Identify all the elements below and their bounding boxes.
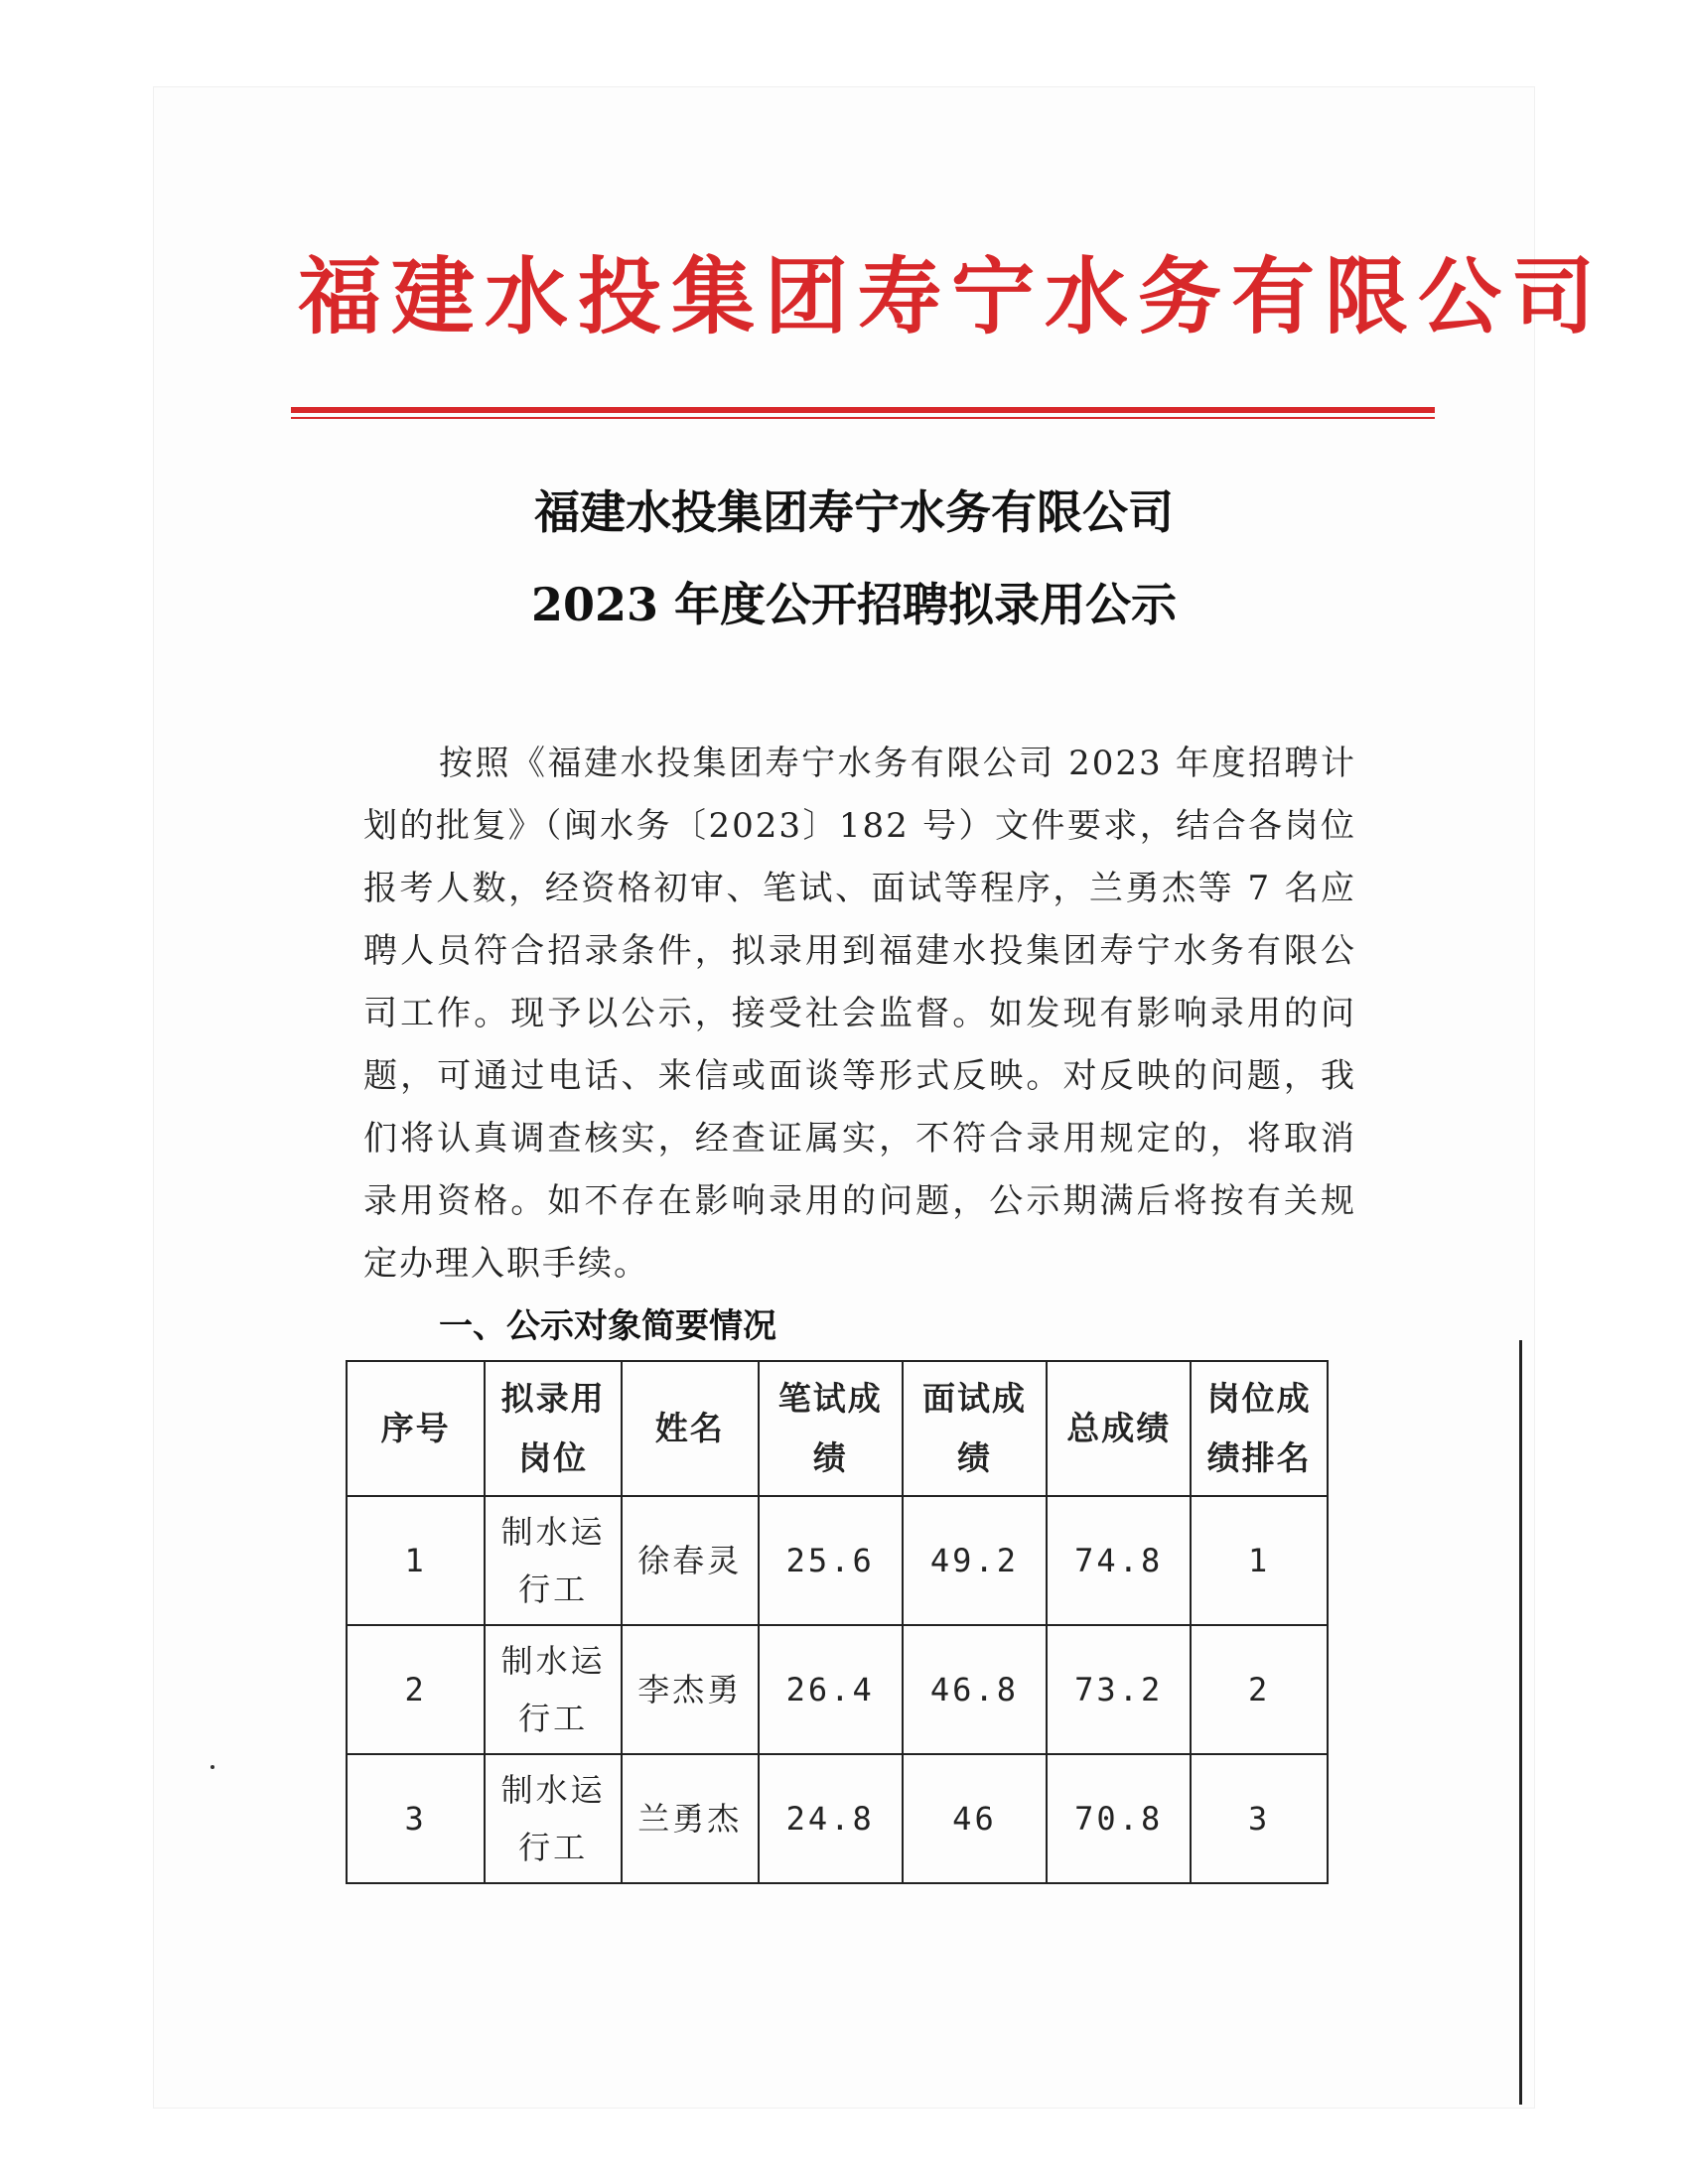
document-title-line-1: 福建水投集团寿宁水务有限公司	[534, 485, 1174, 539]
header-total-score: 总成绩	[1047, 1361, 1191, 1496]
page-edge-shadow	[1519, 1340, 1522, 2105]
cell-written-score: 25.6	[759, 1496, 903, 1625]
cell-index: 2	[347, 1625, 485, 1754]
cell-total-score: 70.8	[1047, 1754, 1191, 1883]
cell-name: 兰勇杰	[622, 1754, 759, 1883]
cell-interview-score: 46.8	[903, 1625, 1047, 1754]
cell-rank: 1	[1191, 1496, 1328, 1625]
cell-position: 制水运行工	[485, 1754, 622, 1883]
section-heading: 一、公示对象简要情况	[439, 1306, 776, 1346]
header-written-score: 笔试成绩	[759, 1361, 903, 1496]
cell-total-score: 73.2	[1047, 1625, 1191, 1754]
table-row	[347, 1496, 1328, 1625]
header-name: 姓名	[622, 1361, 759, 1496]
header-rank: 岗位成绩排名	[1191, 1361, 1328, 1496]
table-header-row	[347, 1361, 1328, 1496]
cell-index: 3	[347, 1754, 485, 1883]
cell-total-score: 74.8	[1047, 1496, 1191, 1625]
cell-position: 制水运行工	[485, 1496, 622, 1625]
cell-interview-score: 46	[903, 1754, 1047, 1883]
cell-position: 制水运行工	[485, 1625, 622, 1754]
cell-rank: 2	[1191, 1625, 1328, 1754]
cell-interview-score: 49.2	[903, 1496, 1047, 1625]
letterhead-red-rule-thin	[291, 417, 1435, 419]
cell-written-score: 26.4	[759, 1625, 903, 1754]
document-title-line-2: 2023 年度公开招聘拟录用公示	[530, 578, 1178, 631]
header-index: 序号	[347, 1361, 485, 1496]
scan-speck	[211, 1765, 214, 1769]
header-interview-score: 面试成绩	[903, 1361, 1047, 1496]
cell-rank: 3	[1191, 1754, 1328, 1883]
candidate-score-table	[346, 1360, 1329, 1884]
table-row	[347, 1625, 1328, 1754]
notice-body-paragraph: 按照《福建水投集团寿宁水务有限公司 2023 年度招聘计划的批复》（闽水务〔2023〕182 号）文件要求，结合各岗位报考人数，经资格初审、笔试、面试等程序，兰勇杰等 7 名应聘人员符合招录条件，拟录用到福建水投集团寿宁水务有限公司工作。现予以公示，接受社会监督。如发现有影响录用的问题，可通过电话、来信或面谈等形式反映。对反映的问题，我们将认真调查核实，经查证属实，不符合录用规定的，将取消录用资格。如不存在影响录用的问题，公示期满后将按有关规定办理入职手续。	[363, 744, 1356, 1284]
header-position: 拟录用岗位	[485, 1361, 622, 1496]
letterhead-red-rule-thick	[291, 407, 1435, 413]
cell-name: 李杰勇	[622, 1625, 759, 1754]
cell-index: 1	[347, 1496, 485, 1625]
table-row	[347, 1754, 1328, 1883]
letterhead-company-name: 福建水投集团寿宁水务有限公司	[298, 247, 1606, 345]
cell-name: 徐春灵	[622, 1496, 759, 1625]
cell-written-score: 24.8	[759, 1754, 903, 1883]
